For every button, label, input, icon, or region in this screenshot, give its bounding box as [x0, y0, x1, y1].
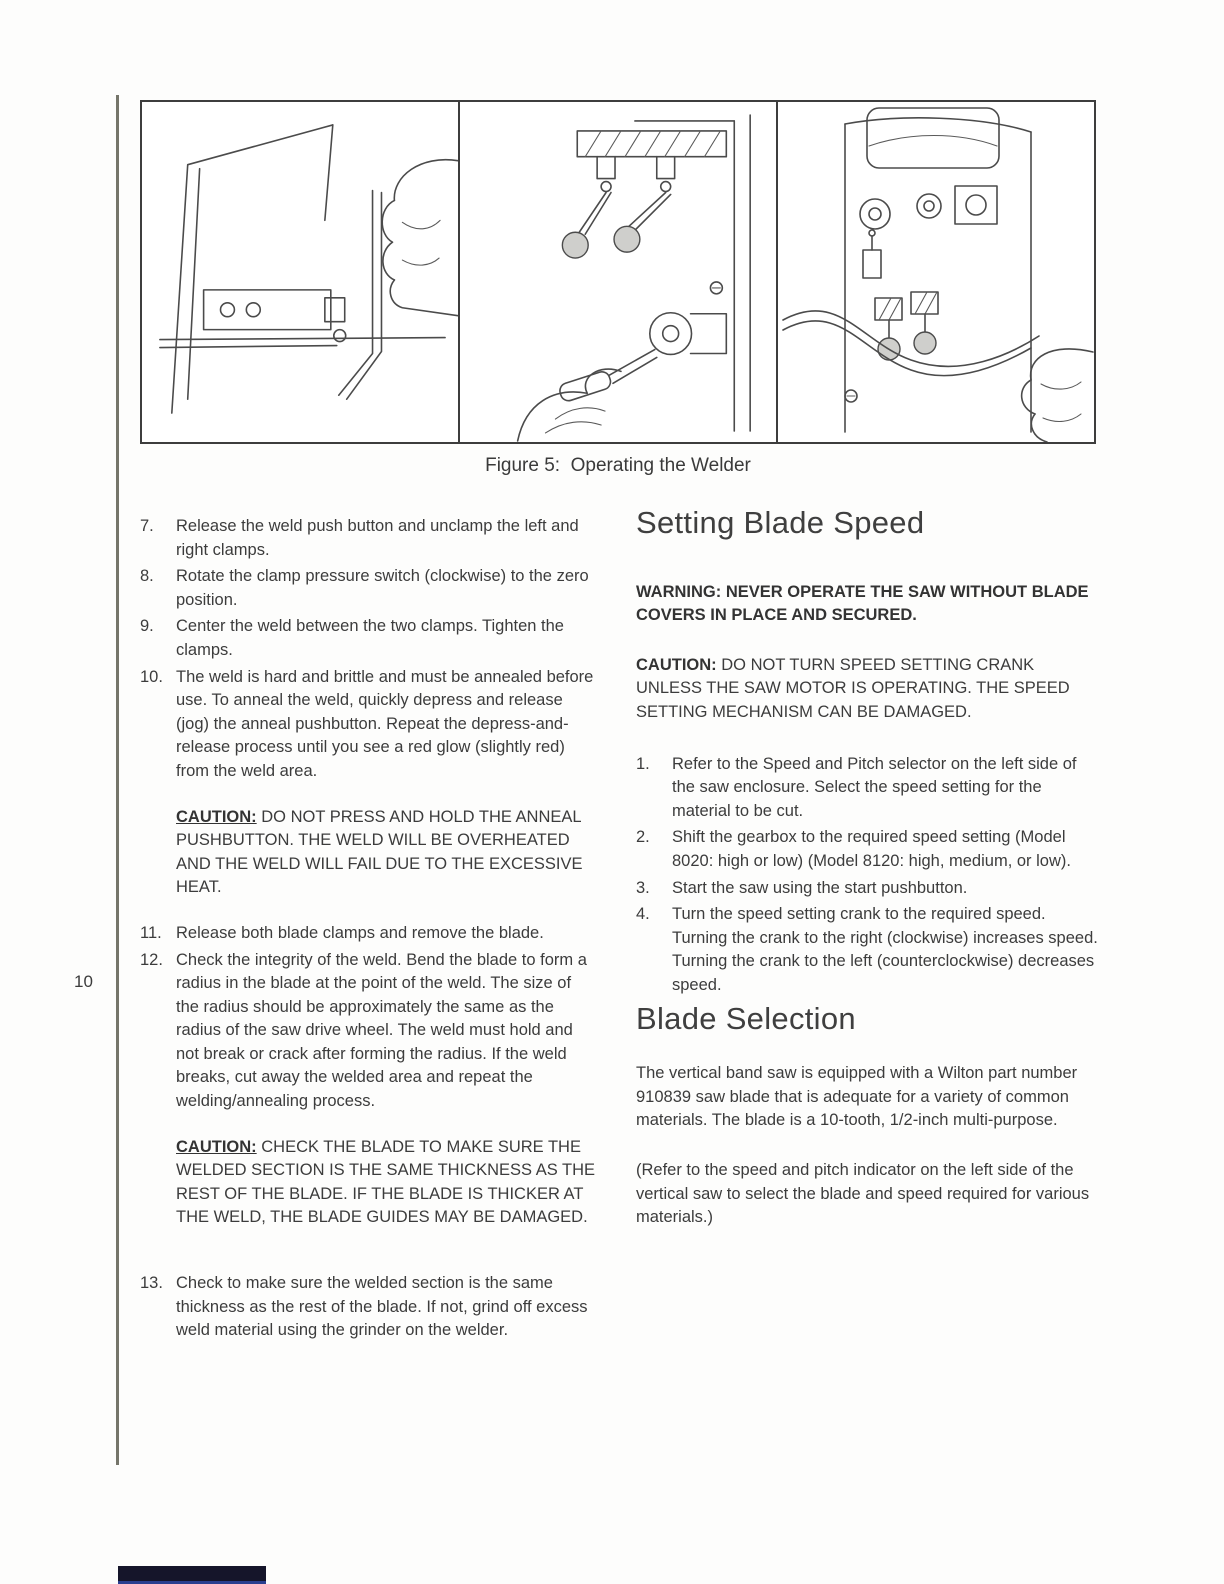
figure-caption: Figure 5: Operating the Welder	[485, 455, 751, 476]
step-number: 8.	[140, 567, 154, 586]
warning-text: NEVER OPERATE THE SAW WITHOUT BLADE COVERS IN PLACE AND SECURED.	[636, 582, 1089, 625]
page-number: 10	[74, 972, 93, 991]
step-number: 1.	[636, 754, 650, 773]
list-item	[636, 877, 1102, 901]
step-text: Rotate the clamp pressure switch (clockwise) to the zero position.	[176, 567, 589, 609]
section-heading-blade-selection: Blade Selection	[636, 1000, 856, 1036]
step-number: 9.	[140, 617, 154, 636]
figure-panel-3	[778, 102, 1094, 442]
blade-selection-paragraph: The vertical band saw is equipped with a Wilton part number 910839 saw blade that is adequate for a variety of common materials. The blade is a 10-tooth, 1/2-inch multi-purpose.	[636, 1064, 1078, 1130]
caution-text: CHECK THE BLADE TO MAKE SURE THE WELDED SECTION IS THE SAME THICKNESS AS THE REST OF THE BLADE. IF THE BLADE IS THICKER AT THE WELD, THE BLADE GUIDES MAY BE DAMAGED.	[176, 1137, 596, 1227]
left-column	[140, 515, 598, 1346]
list-item	[140, 922, 598, 946]
list-item	[140, 666, 598, 784]
speed-setting-steps	[636, 753, 1102, 998]
list-item	[140, 565, 598, 612]
caution-text: DO NOT PRESS AND HOLD THE ANNEAL PUSHBUTTON. THE WELD WILL BE OVERHEATED AND THE WELD WILL FAIL DUE TO THE EXCESSIVE HEAT.	[176, 807, 583, 897]
step-text: Release the weld push button and unclamp the left and right clamps.	[176, 517, 579, 559]
step-number: 10.	[140, 667, 163, 686]
screwdriver-adjust-illustration	[460, 102, 776, 442]
step-number: 3.	[636, 878, 650, 897]
step-number: 13.	[140, 1274, 163, 1293]
list-item	[140, 615, 598, 662]
figure-panel-2	[460, 102, 778, 442]
step-number: 11.	[140, 923, 162, 942]
caution-blade-thickness	[176, 1136, 598, 1230]
list-item	[140, 515, 598, 562]
welder-front-illustration	[778, 102, 1094, 442]
step-text: Turn the speed setting crank to the required speed. Turning the crank to the right (clockwise) increases speed. Turning the crank to the left (counterclockwise) decreases speed.	[672, 905, 1098, 994]
step-text: Start the saw using the start pushbutton.	[672, 878, 968, 897]
list-item	[636, 753, 1102, 824]
blade-selection-note: (Refer to the speed and pitch indicator on the left side of the vertical saw to select the blade and speed required for various materials.)	[636, 1160, 1090, 1227]
list-item	[140, 949, 598, 1114]
clamp-wrench-illustration	[142, 102, 458, 442]
left-margin-rule	[116, 95, 119, 1465]
bottom-bar	[118, 1566, 266, 1581]
step-text: Refer to the Speed and Pitch selector on the left side of the saw enclosure. Select the speed setting for the material to be cut.	[672, 754, 1077, 820]
step-number: 12.	[140, 950, 163, 969]
step-text: Check the integrity of the weld. Bend the blade to form a radius in the blade at the point of the weld. The size of the radius should be approximately the same as the radius of the saw drive wheel. The weld must hold and not break or crack after forming the radius. If the weld breaks, cut away the welded area and repeat the welding/annealing process.	[176, 950, 587, 1111]
step-number: 7.	[140, 517, 154, 535]
step-text: Release both blade clamps and remove the blade.	[176, 923, 544, 942]
warning-blade-covers	[636, 581, 1102, 628]
right-column	[636, 505, 1102, 1230]
section-heading-setting-blade-speed: Setting Blade Speed	[636, 505, 925, 540]
caution-text: DO NOT TURN SPEED SETTING CRANK UNLESS THE SAW MOTOR IS OPERATING. THE SPEED SETTING MECHANISM CAN BE DAMAGED.	[636, 655, 1070, 722]
caution-label: CAUTION:	[176, 807, 257, 826]
list-item	[140, 1272, 598, 1343]
list-item	[636, 903, 1102, 997]
caution-speed-crank	[636, 654, 1102, 725]
figure-panel-1	[142, 102, 460, 442]
figure-5-box	[140, 100, 1096, 444]
caution-label: CAUTION:	[636, 655, 717, 674]
warning-label: WARNING:	[636, 582, 722, 601]
step-text: Check to make sure the welded section is the same thickness as the rest of the blade. If not, grind off excess weld material using the grinder on the welder.	[176, 1274, 588, 1340]
caution-anneal	[176, 806, 598, 900]
step-text: The weld is hard and brittle and must be annealed before use. To anneal the weld, quickly depress and release (jog) the anneal pushbutton. Repeat the depress-and-release process until you see a red glow (slightly red) from the weld area.	[176, 667, 594, 780]
step-number: 2.	[636, 828, 650, 847]
step-text: Shift the gearbox to the required speed setting (Model 8020: high or low) (Model 8120: high, medium, or low).	[672, 828, 1071, 870]
step-number: 4.	[636, 905, 650, 924]
step-text: Center the weld between the two clamps. Tighten the clamps.	[176, 617, 564, 659]
list-item	[636, 826, 1102, 873]
caution-label: CAUTION:	[176, 1137, 257, 1156]
